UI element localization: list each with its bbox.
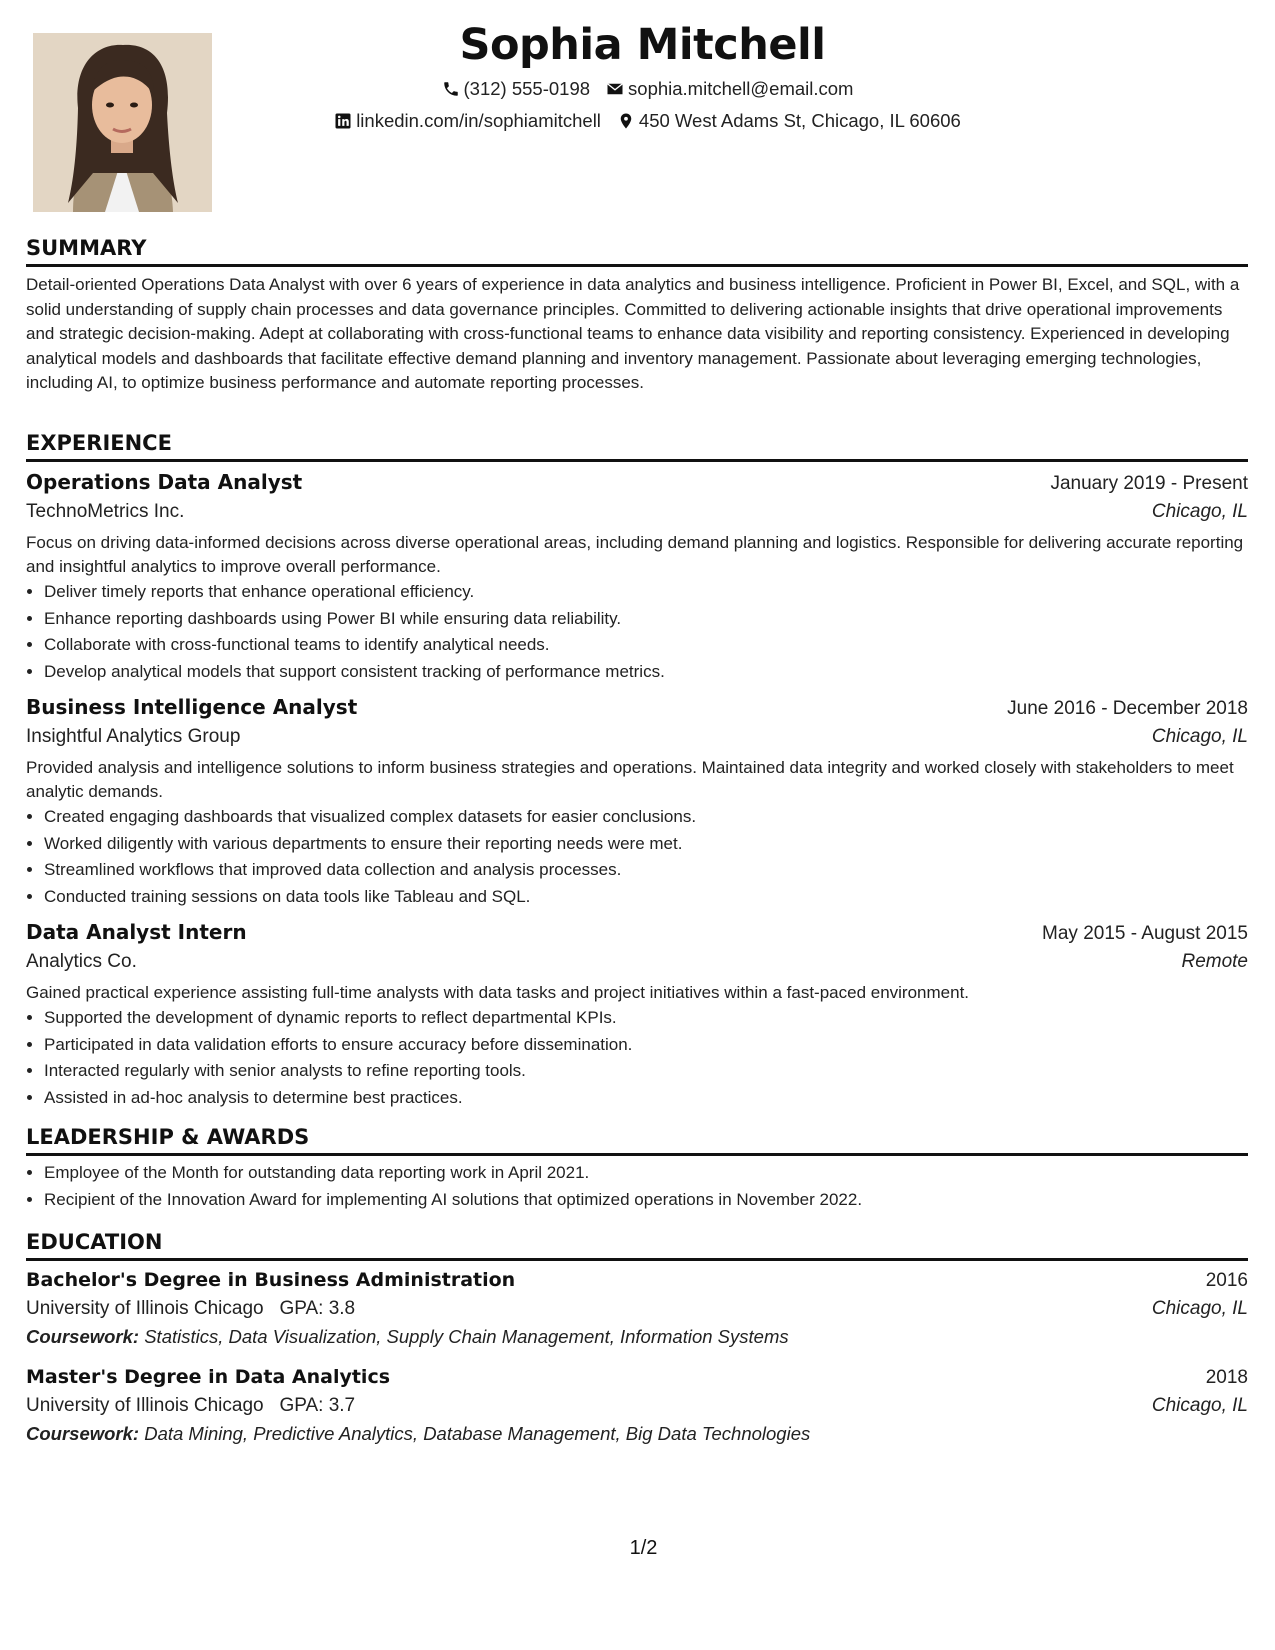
education-header [26,1269,1248,1292]
job-header [26,920,1248,945]
linkedin-contact[interactable] [334,110,601,132]
email-address[interactable]: sophia.mitchell@email.com [628,78,854,99]
section-title-summary: SUMMARY [26,236,1248,267]
job-bullets [26,804,1248,910]
list-item: • Interacted regularly with senior analysts to refine reporting tools. [44,1058,1248,1085]
job-location: Chicago, IL [1151,501,1248,522]
graduation-year: 2018 [1205,1367,1248,1388]
list-item: • Develop analytical models that support consistent tracking of performance metrics. [44,659,1248,686]
list-item: • Recipient of the Innovation Award for implementing AI solutions that optimized operations in November 2022. [44,1187,1248,1214]
education-entry [26,1269,1248,1348]
job-description: Provided analysis and intelligence solutions to inform business strategies and operations. Maintained data integrity and worked closely with stakeholders to meet analytic demands. [26,758,1234,801]
job-date: June 2016 - December 2018 [1007,698,1248,719]
graduation-year: 2016 [1205,1270,1248,1291]
school-name: University of Illinois Chicago [26,1395,264,1416]
summary-section [26,236,1248,396]
list-item: • Employee of the Month for outstanding data reporting work in April 2021. [44,1160,1248,1187]
map-pin-icon [617,112,635,130]
candidate-name: Sophia Mitchell [459,20,826,70]
coursework-label: Coursework: [26,1423,140,1444]
job-header [26,695,1248,720]
job-title: Business Intelligence Analyst [26,695,358,719]
phone-contact [442,78,591,100]
section-title-education: EDUCATION [26,1230,1248,1261]
linkedin-url[interactable]: linkedin.com/in/sophiamitchell [356,110,601,131]
job-title: Operations Data Analyst [26,470,303,494]
coursework-label: Coursework: [26,1326,140,1347]
list-item: • Participated in data validation efforts to ensure accuracy before dissemination. [44,1032,1248,1059]
school-line [26,1395,355,1417]
school-location: Chicago, IL [1151,1395,1248,1416]
job-entry [26,470,1248,685]
experience-section [26,431,1248,1111]
list-item: • Created engaging dashboards that visualized complex datasets for easier conclusions. [44,804,1248,831]
address-contact [617,110,961,132]
job-company: Insightful Analytics Group [26,726,241,747]
linkedin-icon [334,112,352,130]
resume-header [0,20,1275,132]
job-location: Remote [1181,951,1248,972]
coursework-line [26,1423,1248,1445]
list-item: • Conducted training sessions on data tools like Tableau and SQL. [44,884,1248,911]
school-location: Chicago, IL [1151,1298,1248,1319]
contact-row-2 [20,110,1275,132]
page-number: 1/2 [629,1537,658,1559]
job-title: Data Analyst Intern [26,920,247,944]
job-description: Focus on driving data-informed decisions across diverse operational areas, including demand planning and logistics. Responsible for delivering accurate reporting and insightful analytics to improve overall performance. [26,533,1244,576]
list-item: • Assisted in ad-hoc analysis to determine best practices. [44,1085,1248,1112]
summary-text: Detail-oriented Operations Data Analyst with over 6 years of experience in data analytics and business intelligence. Proficient in Power BI, Excel, and SQL, with a solid understanding of supply chain processes and data governance principles. Committed to delivering actionable insights that drive operational improvements and strategic decision-making. Adept at collaborating with cross-functional teams to enhance data visibility and reporting consistency. Experienced in developing analytical models and dashboards that facilitate effective demand planning and inventory management. Passionate about leveraging emerging technologies, including AI, to optimize business performance and automate reporting processes. [26,275,1240,392]
leadership-section [26,1125,1248,1213]
job-location: Chicago, IL [1151,726,1248,747]
degree-title: Master's Degree in Data Analytics [26,1366,391,1388]
education-subheader [26,1395,1248,1417]
job-company: TechnoMetrics Inc. [26,501,185,522]
phone-icon [442,80,460,98]
list-item: • Deliver timely reports that enhance operational efficiency. [44,579,1248,606]
email-contact[interactable] [606,78,853,100]
gpa: GPA: 3.8 [279,1298,356,1319]
education-subheader [26,1298,1248,1320]
list-item: • Worked diligently with various departments to ensure their reporting needs were met. [44,831,1248,858]
phone-number: (312) 555-0198 [463,78,591,99]
street-address: 450 West Adams St, Chicago, IL 60606 [638,110,961,131]
list-item: • Streamlined workflows that improved data collection and analysis processes. [44,857,1248,884]
coursework-line [26,1326,1248,1348]
job-description: Gained practical experience assisting full-time analysts with data tasks and project initiatives within a fast-paced environment. [26,983,970,1002]
section-title-experience: EXPERIENCE [26,431,1248,462]
list-item: • Enhance reporting dashboards using Power BI while ensuring data reliability. [44,606,1248,633]
list-item: • Supported the development of dynamic reports to reflect departmental KPIs. [44,1005,1248,1032]
education-section [26,1230,1248,1445]
job-company: Analytics Co. [26,951,137,972]
contact-row-1 [20,78,1275,100]
education-header [26,1366,1248,1389]
awards-list [26,1160,1248,1213]
coursework-list: Data Mining, Predictive Analytics, Database Management, Big Data Technologies [144,1423,811,1444]
job-bullets [26,579,1248,685]
job-date: January 2019 - Present [1050,473,1248,494]
job-subheader [26,726,1248,748]
envelope-icon [606,80,624,98]
job-subheader [26,951,1248,973]
degree-title: Bachelor's Degree in Business Administration [26,1269,516,1291]
school-name: University of Illinois Chicago [26,1298,264,1319]
school-line [26,1298,355,1320]
gpa: GPA: 3.7 [279,1395,356,1416]
list-item: • Collaborate with cross-functional teams to identify analytical needs. [44,632,1248,659]
job-bullets [26,1005,1248,1111]
job-entry [26,920,1248,1111]
education-entry [26,1366,1248,1445]
coursework-list: Statistics, Data Visualization, Supply Chain Management, Information Systems [144,1326,789,1347]
job-header [26,470,1248,495]
job-entry [26,695,1248,910]
job-date: May 2015 - August 2015 [1042,923,1248,944]
section-title-leadership: LEADERSHIP & AWARDS [26,1125,1248,1156]
job-subheader [26,501,1248,523]
